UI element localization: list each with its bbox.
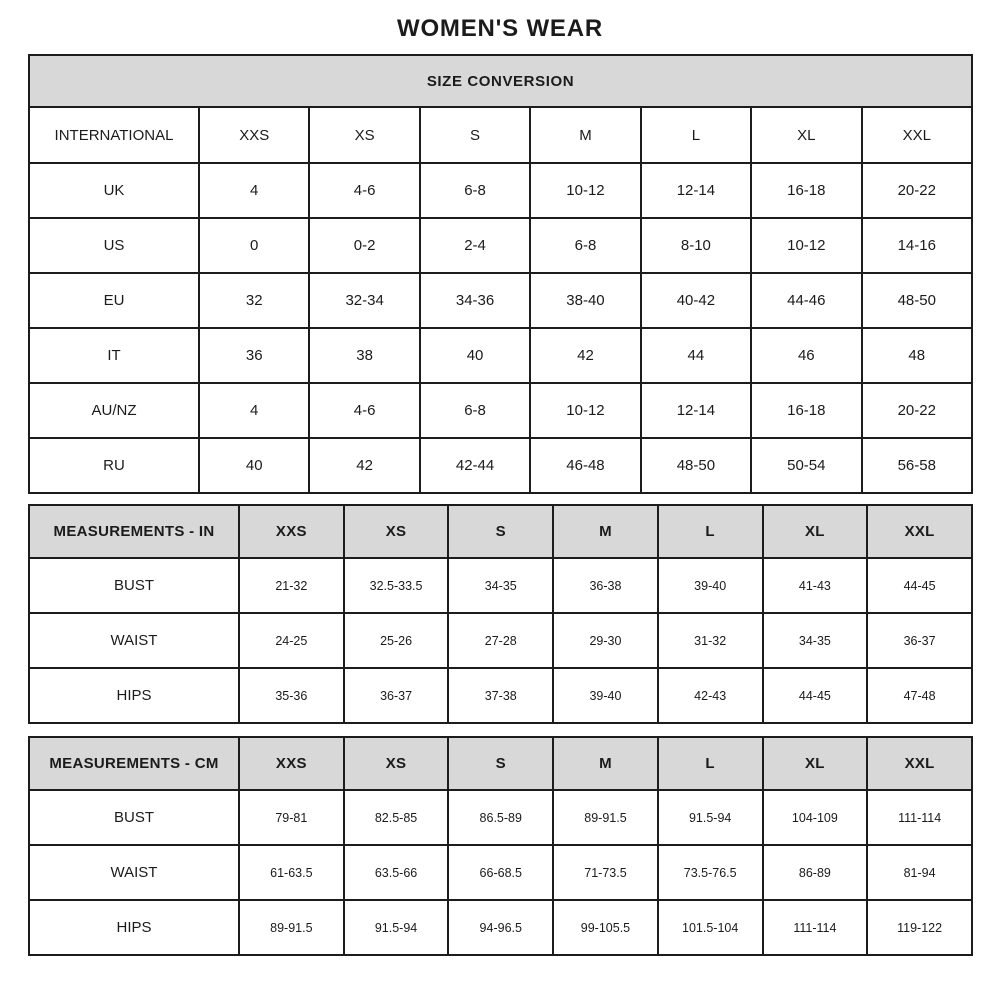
size-cell: 10-12 — [530, 383, 640, 438]
measurement-cell: 47-48 — [867, 668, 972, 723]
row-label: BUST — [29, 558, 239, 613]
measurement-cell: 111-114 — [763, 900, 868, 955]
column-header-m: M — [530, 107, 640, 163]
column-header-xxl: XXL — [862, 107, 972, 163]
table-header-row — [29, 505, 972, 558]
column-header-s: S — [448, 737, 553, 790]
column-header-l: L — [658, 737, 763, 790]
table-row-hips — [29, 900, 972, 955]
column-header-l: L — [658, 505, 763, 558]
table-row-bust — [29, 558, 972, 613]
measurement-cell: 39-40 — [658, 558, 763, 613]
row-label: RU — [29, 438, 199, 493]
measurement-cell: 79-81 — [239, 790, 344, 845]
measurement-cell: 29-30 — [553, 613, 658, 668]
measurement-cell: 24-25 — [239, 613, 344, 668]
column-header-xs: XS — [344, 737, 449, 790]
size-cell: 0-2 — [309, 218, 419, 273]
table-row-ru — [29, 438, 972, 493]
size-cell: 0 — [199, 218, 309, 273]
measurement-cell: 111-114 — [867, 790, 972, 845]
size-cell: 44 — [641, 328, 751, 383]
measurement-cell: 35-36 — [239, 668, 344, 723]
measurement-cell: 37-38 — [448, 668, 553, 723]
size-cell: 32-34 — [309, 273, 419, 328]
row-label: IT — [29, 328, 199, 383]
size-cell: 42 — [309, 438, 419, 493]
table-row-bust — [29, 790, 972, 845]
measurement-cell: 44-45 — [763, 668, 868, 723]
measurement-cell: 36-38 — [553, 558, 658, 613]
measurement-cell: 66-68.5 — [448, 845, 553, 900]
table-row-waist — [29, 613, 972, 668]
size-cell: 38 — [309, 328, 419, 383]
row-label: HIPS — [29, 900, 239, 955]
measurement-cell: 36-37 — [867, 613, 972, 668]
column-header-xxl: XXL — [867, 737, 972, 790]
size-cell: 36 — [199, 328, 309, 383]
column-header-s: S — [448, 505, 553, 558]
size-cell: 42 — [530, 328, 640, 383]
size-cell: 6-8 — [530, 218, 640, 273]
row-label: WAIST — [29, 613, 239, 668]
size-cell: 40 — [420, 328, 530, 383]
measurement-cell: 99-105.5 — [553, 900, 658, 955]
size-cell: 4 — [199, 383, 309, 438]
measurement-cell: 63.5-66 — [344, 845, 449, 900]
measurement-cell: 31-32 — [658, 613, 763, 668]
measurement-cell: 39-40 — [553, 668, 658, 723]
column-header-international: INTERNATIONAL — [29, 107, 199, 163]
table-row-aunz — [29, 383, 972, 438]
measurement-cell: 89-91.5 — [553, 790, 658, 845]
measurement-cell: 91.5-94 — [344, 900, 449, 955]
column-header-measurements-in: MEASUREMENTS - IN — [29, 505, 239, 558]
size-cell: 42-44 — [420, 438, 530, 493]
size-cell: 4 — [199, 163, 309, 218]
measurement-cell: 34-35 — [763, 613, 868, 668]
measurement-cell: 101.5-104 — [658, 900, 763, 955]
column-header-xl: XL — [763, 737, 868, 790]
size-cell: 38-40 — [530, 273, 640, 328]
table-header-row — [29, 737, 972, 790]
row-label: HIPS — [29, 668, 239, 723]
measurement-cell: 44-45 — [867, 558, 972, 613]
measurements-cm-table — [28, 736, 973, 956]
size-cell: 14-16 — [862, 218, 972, 273]
size-cell: 8-10 — [641, 218, 751, 273]
row-label: AU/NZ — [29, 383, 199, 438]
size-cell: 20-22 — [862, 383, 972, 438]
row-label: US — [29, 218, 199, 273]
measurement-cell: 61-63.5 — [239, 845, 344, 900]
column-header-xl: XL — [763, 505, 868, 558]
measurements-in-table — [28, 504, 973, 724]
measurement-cell: 73.5-76.5 — [658, 845, 763, 900]
measurement-cell: 81-94 — [867, 845, 972, 900]
size-cell: 10-12 — [751, 218, 861, 273]
measurement-cell: 27-28 — [448, 613, 553, 668]
size-conversion-table — [28, 54, 973, 494]
measurement-cell: 71-73.5 — [553, 845, 658, 900]
row-label: UK — [29, 163, 199, 218]
size-cell: 32 — [199, 273, 309, 328]
table-caption-row — [29, 55, 972, 107]
size-cell: 6-8 — [420, 383, 530, 438]
column-header-s: S — [420, 107, 530, 163]
measurement-cell: 94-96.5 — [448, 900, 553, 955]
column-header-xs: XS — [344, 505, 449, 558]
size-cell: 2-4 — [420, 218, 530, 273]
measurement-cell: 91.5-94 — [658, 790, 763, 845]
size-cell: 34-36 — [420, 273, 530, 328]
measurement-cell: 104-109 — [763, 790, 868, 845]
column-header-l: L — [641, 107, 751, 163]
row-label: WAIST — [29, 845, 239, 900]
measurement-cell: 36-37 — [344, 668, 449, 723]
size-cell: 20-22 — [862, 163, 972, 218]
measurement-cell: 86-89 — [763, 845, 868, 900]
column-header-xs: XS — [309, 107, 419, 163]
measurement-cell: 21-32 — [239, 558, 344, 613]
column-header-xl: XL — [751, 107, 861, 163]
column-header-m: M — [553, 737, 658, 790]
size-cell: 48-50 — [862, 273, 972, 328]
size-cell: 4-6 — [309, 163, 419, 218]
size-cell: 46-48 — [530, 438, 640, 493]
row-label: BUST — [29, 790, 239, 845]
table-row-waist — [29, 845, 972, 900]
size-cell: 40-42 — [641, 273, 751, 328]
column-header-xxs: XXS — [239, 737, 344, 790]
measurement-cell: 42-43 — [658, 668, 763, 723]
measurement-cell: 82.5-85 — [344, 790, 449, 845]
measurement-cell: 32.5-33.5 — [344, 558, 449, 613]
size-cell: 16-18 — [751, 383, 861, 438]
page-title: WOMEN'S WEAR — [397, 15, 603, 42]
size-cell: 48 — [862, 328, 972, 383]
table-row-eu — [29, 273, 972, 328]
size-cell: 44-46 — [751, 273, 861, 328]
table-header-row — [29, 107, 972, 163]
column-header-m: M — [553, 505, 658, 558]
size-cell: 10-12 — [530, 163, 640, 218]
size-cell: 40 — [199, 438, 309, 493]
size-cell: 4-6 — [309, 383, 419, 438]
column-header-xxs: XXS — [199, 107, 309, 163]
measurement-cell: 119-122 — [867, 900, 972, 955]
measurement-cell: 41-43 — [763, 558, 868, 613]
table-row-hips — [29, 668, 972, 723]
size-cell: 46 — [751, 328, 861, 383]
size-conversion-title: SIZE CONVERSION — [29, 55, 972, 107]
size-cell: 6-8 — [420, 163, 530, 218]
size-cell: 48-50 — [641, 438, 751, 493]
measurement-cell: 25-26 — [344, 613, 449, 668]
size-cell: 50-54 — [751, 438, 861, 493]
table-row-us — [29, 218, 972, 273]
measurement-cell: 34-35 — [448, 558, 553, 613]
column-header-measurements-cm: MEASUREMENTS - CM — [29, 737, 239, 790]
table-row-it — [29, 328, 972, 383]
column-header-xxs: XXS — [239, 505, 344, 558]
size-cell: 56-58 — [862, 438, 972, 493]
column-header-xxl: XXL — [867, 505, 972, 558]
row-label: EU — [29, 273, 199, 328]
size-cell: 16-18 — [751, 163, 861, 218]
size-cell: 12-14 — [641, 383, 751, 438]
size-cell: 12-14 — [641, 163, 751, 218]
table-row-uk — [29, 163, 972, 218]
measurement-cell: 89-91.5 — [239, 900, 344, 955]
measurement-cell: 86.5-89 — [448, 790, 553, 845]
